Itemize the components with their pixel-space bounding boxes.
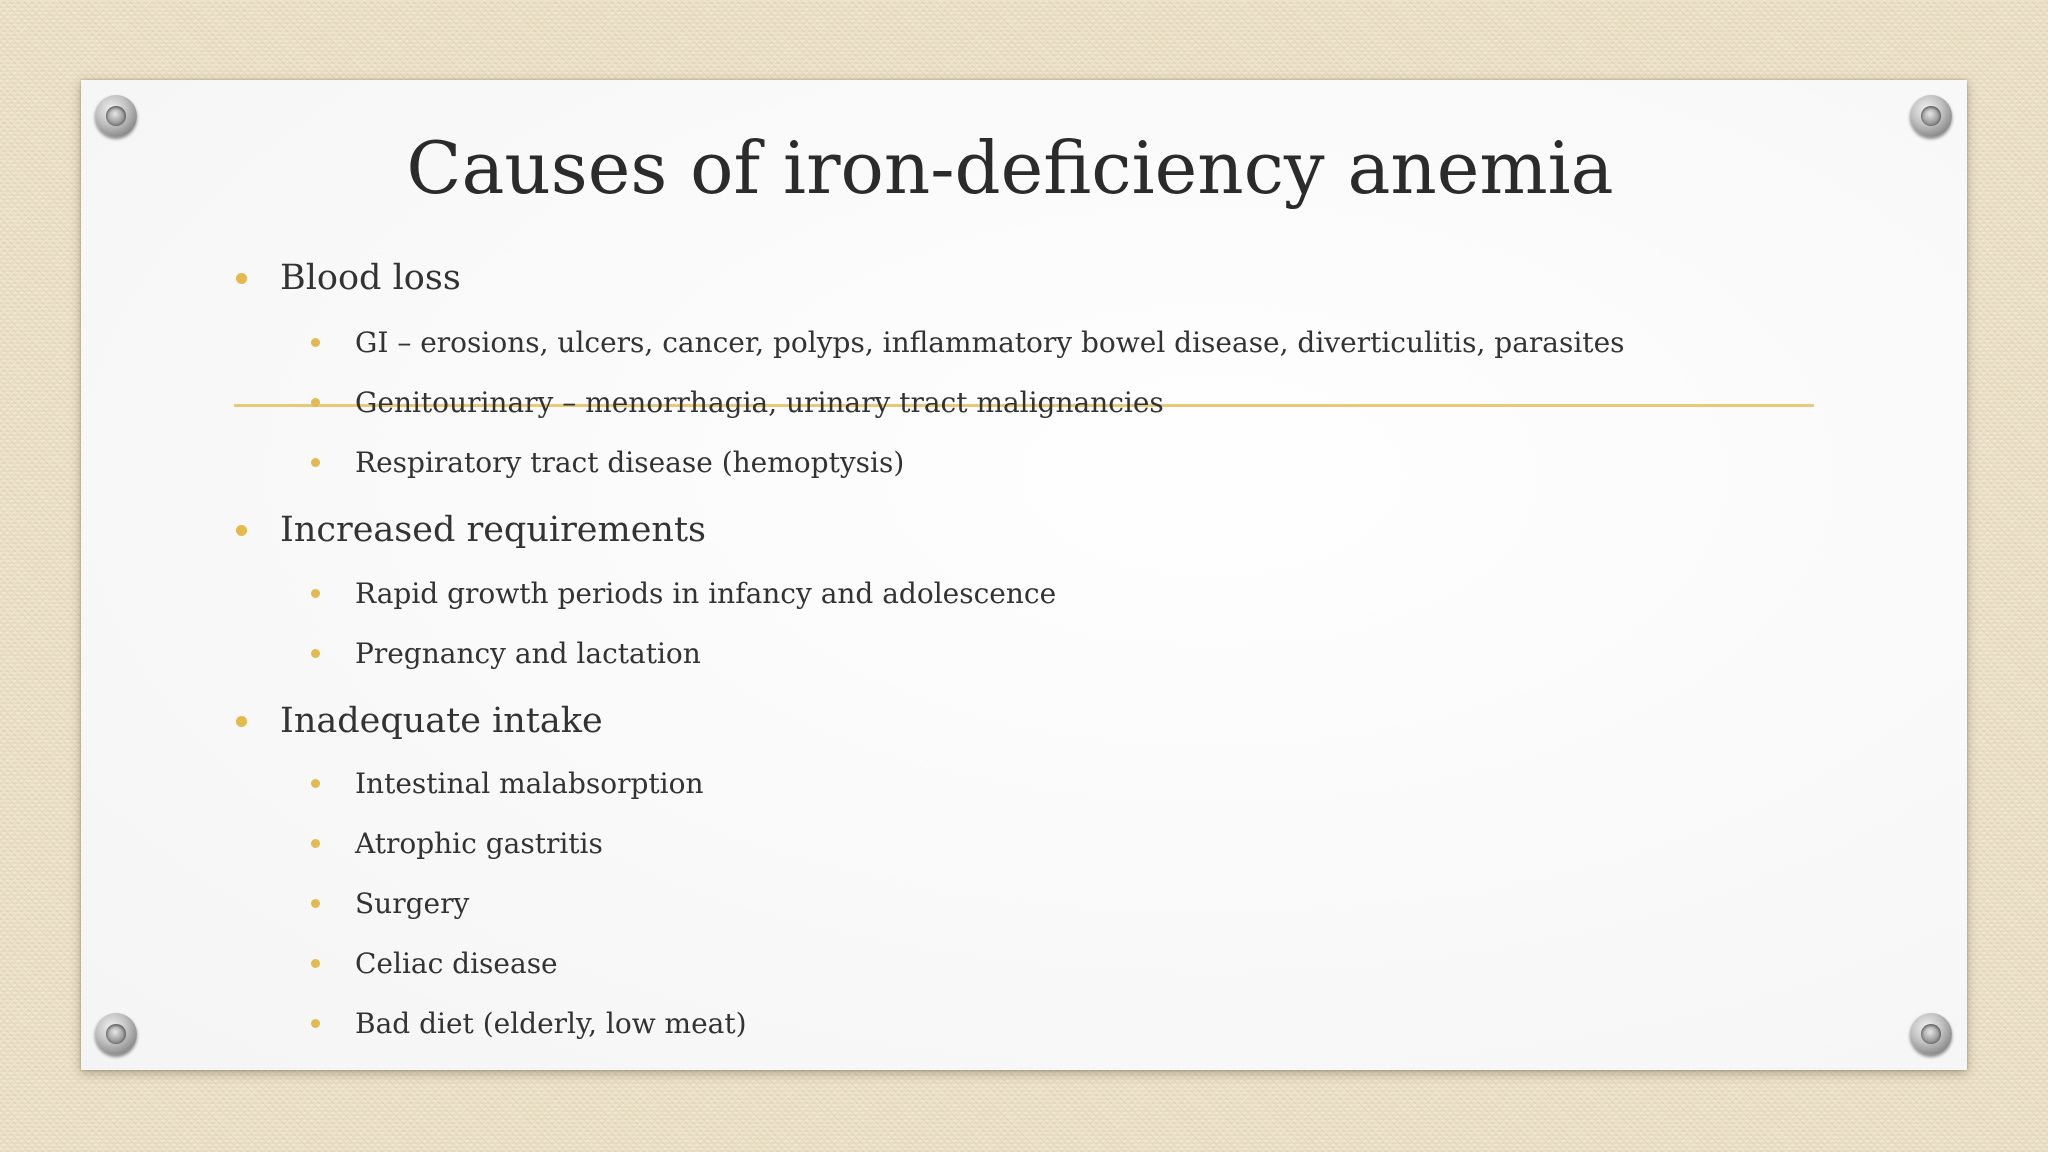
bullet-gi (355, 323, 1625, 363)
slide-title: Causes of iron-deficiency anemia (406, 126, 1614, 210)
bullet-dot-icon (311, 959, 320, 968)
bullet-text: Inadequate intake (280, 701, 603, 741)
bullet-inadequate-intake (280, 696, 603, 746)
bullet-genitourinary (355, 383, 1164, 423)
bullet-dot-icon (311, 398, 320, 407)
grommet-icon (95, 1013, 137, 1055)
bullet-text: GI – erosions, ulcers, cancer, polyps, inflammatory bowel disease, diverticulitis, parasites (355, 326, 1625, 359)
bullet-dot-icon (311, 458, 320, 467)
bullet-text: Rapid growth periods in infancy and adolescence (355, 577, 1057, 610)
bullet-bad-diet (355, 1004, 747, 1044)
bullet-text: Celiac disease (355, 947, 558, 980)
bullet-text: Intestinal malabsorption (355, 767, 704, 800)
bullet-pregnancy (355, 634, 701, 674)
bullet-increased-requirements (280, 505, 706, 555)
bullet-text: Surgery (355, 887, 470, 920)
bullet-text: Increased requirements (280, 510, 706, 550)
bullet-atrophic-gastritis (355, 824, 603, 864)
bullet-text: Bad diet (elderly, low meat) (355, 1007, 747, 1040)
bullet-rapid-growth (355, 574, 1056, 614)
bullet-surgery (355, 884, 469, 924)
bullet-dot-icon (311, 589, 320, 598)
bullet-dot-icon (311, 779, 320, 788)
bullet-dot-icon (236, 716, 247, 727)
bullet-text: Blood loss (280, 258, 461, 298)
bullet-text: Atrophic gastritis (355, 827, 603, 860)
bullet-text: Pregnancy and lactation (355, 637, 701, 670)
bullet-respiratory (355, 443, 904, 483)
bullet-dot-icon (311, 1019, 320, 1028)
grommet-icon (95, 95, 137, 137)
bullet-dot-icon (311, 649, 320, 658)
bullet-dot-icon (311, 839, 320, 848)
bullet-blood-loss (280, 253, 461, 303)
bullet-malabsorption (355, 764, 704, 804)
grommet-icon (1910, 95, 1952, 137)
bullet-dot-icon (311, 338, 320, 347)
bullet-celiac (355, 944, 558, 984)
grommet-icon (1910, 1013, 1952, 1055)
bullet-text: Respiratory tract disease (hemoptysis) (355, 446, 905, 479)
bullet-dot-icon (236, 273, 247, 284)
bullet-dot-icon (311, 899, 320, 908)
bullet-text: Genitourinary – menorrhagia, urinary tract malignancies (355, 386, 1164, 419)
bullet-dot-icon (236, 525, 247, 536)
